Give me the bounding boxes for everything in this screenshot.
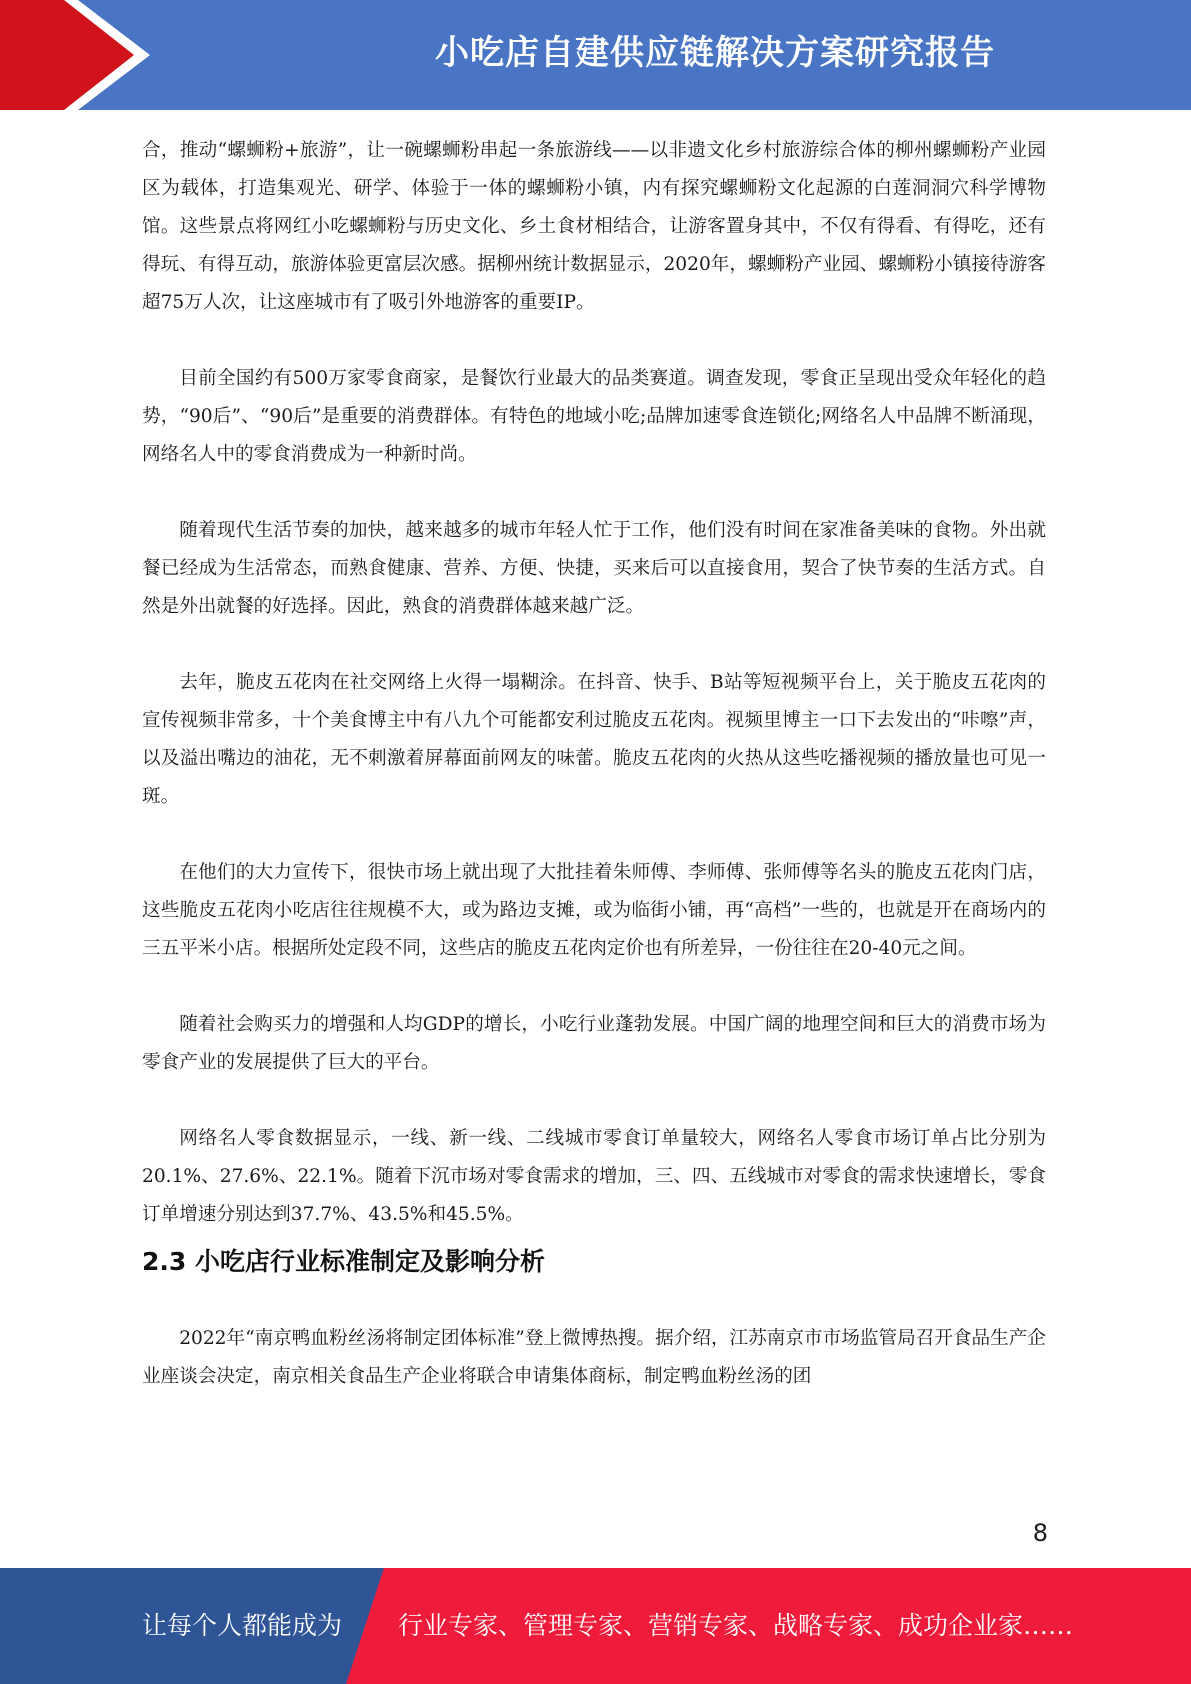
paragraph: 2022年“南京鸭血粉丝汤将制定团体标准”登上微博热搜。据介绍，江苏南京市市场监管局召开食品生产企业座谈会决定，南京相关食品生产企业将联合申请集体商标，制定鸭血粉丝汤的团 <box>142 1328 1046 1387</box>
page-footer <box>0 1568 1191 1684</box>
paragraph: 随着社会购买力的增强和人均GDP的增长，小吃行业蓬勃发展。中国广阔的地理空间和巨大的消费市场为零食产业的发展提供了巨大的平台。 <box>142 1014 1046 1073</box>
section-heading: 2.3 小吃店行业标准制定及影响分析 <box>142 1247 545 1276</box>
page-header <box>0 0 1191 110</box>
footer-slogan-right: 行业专家、管理专家、营销专家、战略专家、成功企业家…… <box>398 1611 1074 1640</box>
document-body <box>142 132 1046 1396</box>
paragraph: 合，推动“螺蛳粉+旅游”，让一碗螺蛳粉串起一条旅游线——以非遗文化乡村旅游综合体的柳州螺蛳粉产业园区为载体，打造集观光、研学、体验于一体的螺蛳粉小镇，内有探究螺蛳粉文化起源的白莲洞洞穴科学博物馆。这些景点将网红小吃螺蛳粉与历史文化、乡土食材相结合，让游客置身其中，不仅有得看、有得吃，还有得玩、有得互动，旅游体验更富层次感。据柳州统计数据显示，2020年，螺蛳粉产业园、螺蛳粉小镇接待游客超75万人次，让这座城市有了吸引外地游客的重要IP。 <box>142 140 1046 313</box>
footer-slogan-left: 让每个人都能成为 <box>142 1611 343 1640</box>
page-number: 8 <box>1032 1519 1048 1547</box>
paragraph: 网络名人零食数据显示，一线、新一线、二线城市零食订单量较大，网络名人零食市场订单占比分别为20.1%、27.6%、22.1%。随着下沉市场对零食需求的增加，三、四、五线城市对零食的需求快速增长，零食订单增速分别达到37.7%、43.5%和45.5%。 <box>142 1128 1046 1225</box>
paragraph: 在他们的大力宣传下，很快市场上就出现了大批挂着朱师傅、李师傅、张师傅等名头的脆皮五花肉门店，这些脆皮五花肉小吃店往往规模不大，或为路边支摊，或为临街小铺，再“高档”一些的，也就是开在商场内的三五平米小店。根据所处定段不同，这些店的脆皮五花肉定价也有所差异，一份往往在20-40元之间。 <box>142 862 1046 959</box>
report-title: 小吃店自建供应链解决方案研究报告 <box>435 33 995 73</box>
paragraph: 随着现代生活节奏的加快，越来越多的城市年轻人忙于工作，他们没有时间在家准备美味的食物。外出就餐已经成为生活常态，而熟食健康、营养、方便、快捷，买来后可以直接食用，契合了快节奏的生活方式。自然是外出就餐的好选择。因此，熟食的消费群体越来越广泛。 <box>142 520 1046 617</box>
paragraph: 目前全国约有500万家零食商家，是餐饮行业最大的品类赛道。调查发现，零食正呈现出受众年轻化的趋势，“90后”、“90后”是重要的消费群体。有特色的地域小吃;品牌加速零食连锁化;网络名人中品牌不断涌现，网络名人中的零食消费成为一种新时尚。 <box>142 368 1046 465</box>
paragraph: 去年，脆皮五花肉在社交网络上火得一塌糊涂。在抖音、快手、B站等短视频平台上，关于脆皮五花肉的宣传视频非常多，十个美食博主中有八九个可能都安利过脆皮五花肉。视频里博主一口下去发出的“咔嚓”声，以及溢出嘴边的油花，无不刺激着屏幕面前网友的味蕾。脆皮五花肉的火热从这些吃播视频的播放量也可见一斑。 <box>142 672 1046 807</box>
